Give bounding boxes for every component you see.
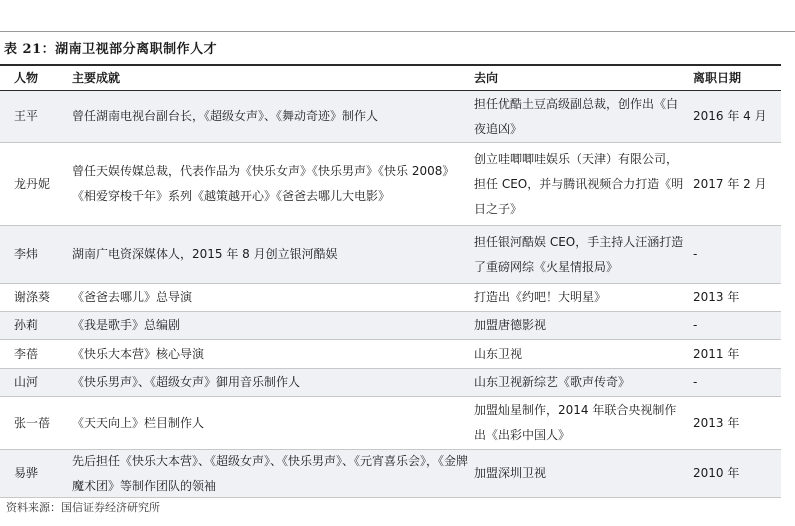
cell-achievement: 先后担任《快乐大本营》、《超级女声》、《快乐男声》、《元宵喜乐会》，《金牌魔术团》等制作团队的领袖 — [72, 453, 469, 493]
talent-table — [0, 64, 781, 498]
table-row — [0, 312, 781, 340]
cell-destination: 山东卫视 — [474, 346, 523, 361]
header-name: 人物 — [14, 70, 39, 85]
cell-destination: 加盟唐德影视 — [474, 318, 547, 332]
table-row — [0, 397, 781, 450]
cell-name: 龙丹妮 — [14, 176, 51, 191]
cell-achievement: 《爸爸去哪儿》总导演 — [72, 290, 193, 304]
table-title: 表 21：湖南卫视部分离职制作人才 — [4, 42, 218, 57]
cell-destination: 打造出《约吧！大明星》 — [474, 290, 607, 304]
table-row — [0, 450, 781, 498]
table-row — [0, 284, 781, 312]
cell-achievement: 《快乐大本营》核心导演 — [72, 346, 205, 361]
header-date: 离职日期 — [693, 70, 742, 85]
cell-achievement: 曾任天娱传媒总裁，代表作品为《快乐女声》《快乐男声》《快乐 2008》《相爱穿梭千年》系列《越策越开心》《爸爸去哪儿大电影》 — [72, 164, 455, 203]
cell-date: 2017 年 2 月 — [693, 176, 767, 191]
cell-achievement: 《天天向上》栏目制作人 — [72, 415, 205, 430]
cell-destination: 山东卫视新综艺《歌声传奇》 — [474, 375, 631, 389]
table-row — [0, 226, 781, 284]
cell-name: 易骅 — [14, 466, 39, 480]
cell-name: 孙莉 — [14, 318, 39, 332]
top-rule — [0, 31, 795, 32]
table-row — [0, 369, 781, 397]
source-note: 资料来源：国信证券经济研究所 — [6, 501, 160, 514]
header-destination: 去向 — [474, 70, 499, 85]
table-row — [0, 91, 781, 143]
cell-achievement: 湖南广电资深媒体人，2015 年 8 月创立银河酷娱 — [72, 247, 338, 261]
cell-date: 2010 年 — [693, 466, 740, 480]
cell-date: 2013 年 — [693, 290, 740, 304]
cell-name: 张一蓓 — [14, 415, 51, 430]
cell-name: 谢涤葵 — [14, 290, 51, 304]
cell-destination: 担任银河酷娱 CEO，手主持人汪涵打造了重磅网综《火星情报局》 — [474, 234, 684, 274]
cell-achievement: 曾任湖南电视台副台长，《超级女声》、《舞动奇迹》制作人 — [72, 109, 379, 123]
table-row — [0, 143, 781, 226]
cell-name: 李蓓 — [14, 346, 39, 361]
cell-date: - — [693, 247, 698, 261]
header-achievement: 主要成就 — [72, 70, 121, 85]
cell-date: - — [693, 318, 698, 332]
cell-achievement: 《快乐男声》、《超级女声》御用音乐制作人 — [72, 375, 301, 389]
cell-name: 李炜 — [14, 247, 39, 261]
cell-achievement: 《我是歌手》总编剧 — [72, 318, 181, 332]
cell-destination: 加盟深圳卫视 — [474, 466, 547, 480]
table-row — [0, 340, 781, 369]
table-header-row — [0, 64, 781, 91]
cell-date: - — [693, 375, 698, 389]
cell-destination: 加盟灿星制作，2014 年联合央视制作出《出彩中国人》 — [474, 403, 677, 442]
cell-date: 2011 年 — [693, 346, 740, 361]
cell-date: 2016 年 4 月 — [693, 109, 767, 123]
cell-name: 王平 — [14, 109, 39, 123]
cell-name: 山河 — [14, 375, 39, 389]
cell-destination: 担任优酷土豆高级副总裁，创作出《白夜追凶》 — [474, 96, 679, 136]
cell-destination: 创立哇唧唧哇娱乐（天津）有限公司，担任 CEO，并与腾讯视频合力打造《明日之子》 — [474, 151, 684, 216]
cell-date: 2013 年 — [693, 415, 740, 430]
